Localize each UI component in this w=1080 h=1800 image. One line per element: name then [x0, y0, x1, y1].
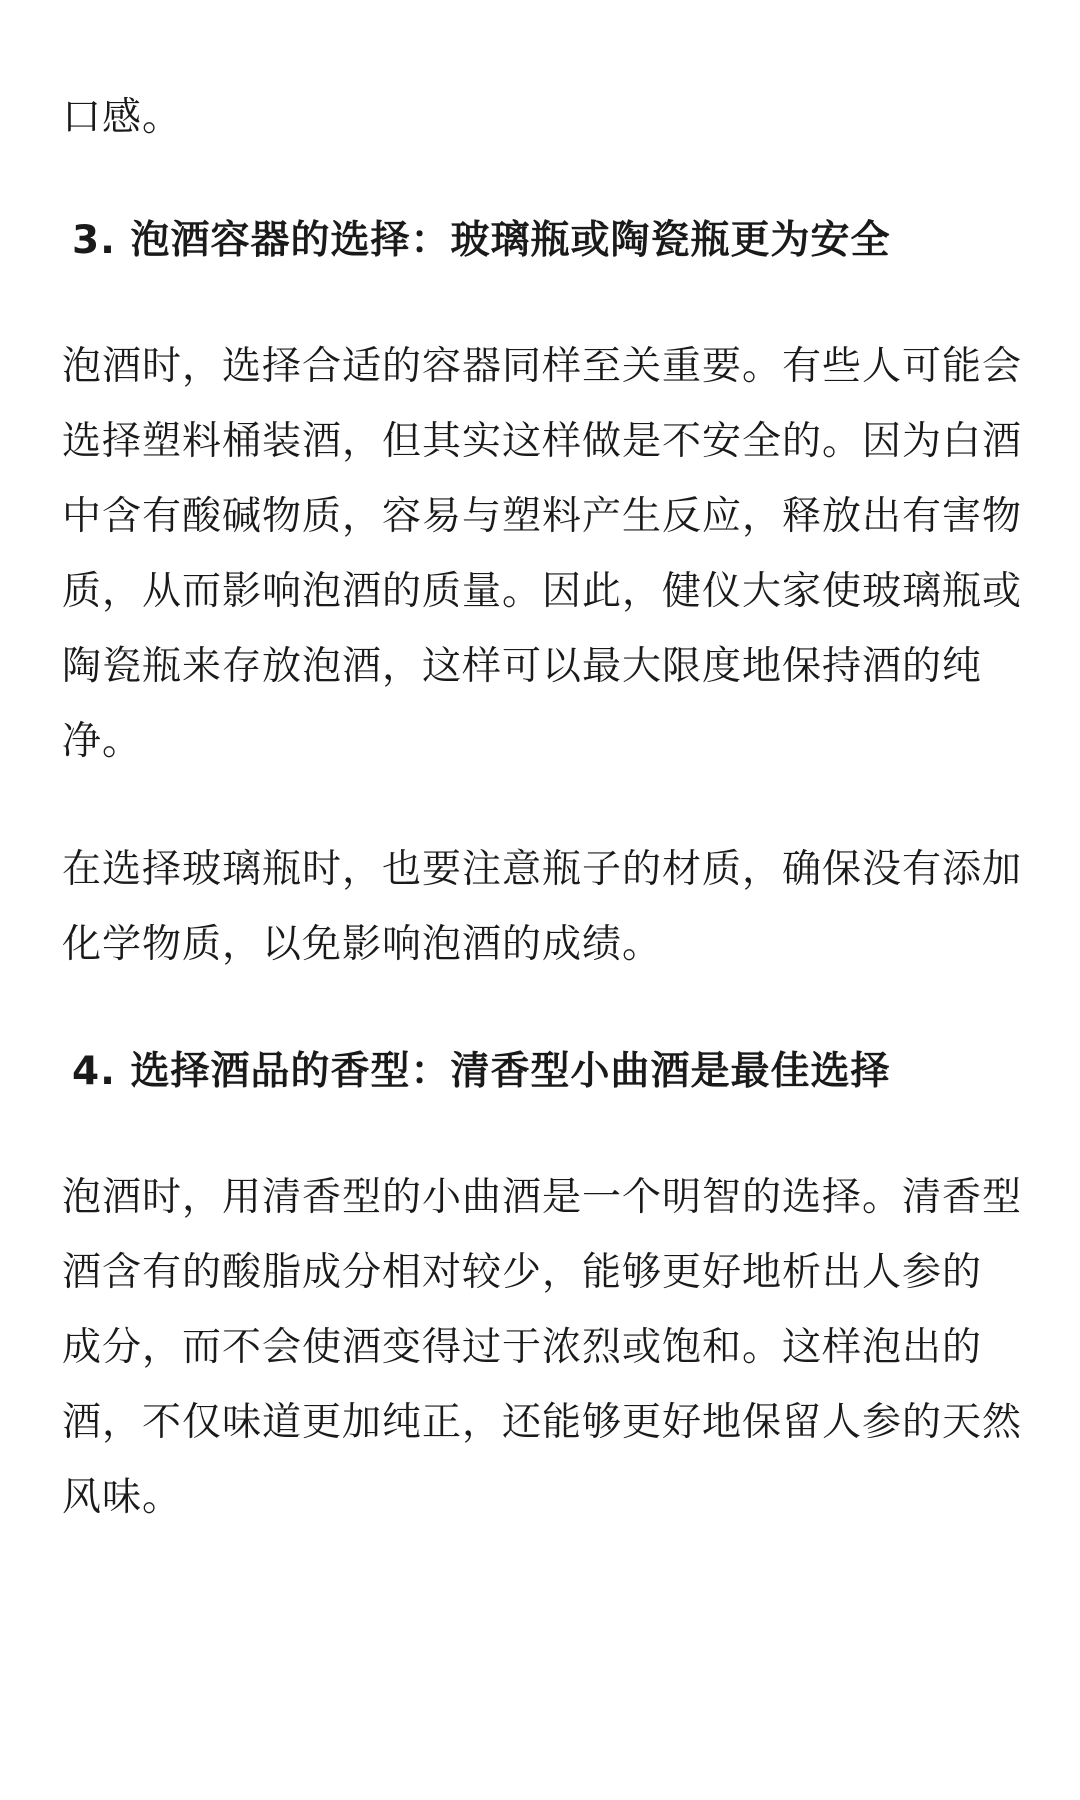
section-3-paragraph-2: 在选择玻璃瓶时，也要注意瓶子的材质，确保没有添加化学物质，以免影响泡酒的成绩。: [62, 847, 1023, 967]
section-4-heading: 4. 选择酒品的香型：清香型小曲酒是最佳选择: [72, 1049, 891, 1094]
paragraph-fragment: 口感。: [62, 95, 183, 140]
section-4-paragraph-1: 泡酒时，用清香型的小曲酒是一个明智的选择。清香型酒含有的酸脂成分相对较少，能够更好地析出人参的 成分，而不会使酒变得过于浓烈或饱和。这样泡出的酒，不仅味道更加纯正，还能够更好地保留人参的天然风味。: [62, 1175, 1023, 1520]
section-3-heading: 3. 泡酒容器的选择：玻璃瓶或陶瓷瓶更为安全: [72, 218, 891, 263]
section-3-paragraph-1: 泡酒时，选择合适的容器同样至关重要。有些人可能会选择塑料桶装酒，但其实这样做是不安全的。因为白酒中含有酸碱物质，容易与塑料产生反应，释放出有害物质，从而影响泡酒的质量。因此，健仪大家使玻璃瓶或陶瓷瓶来存放泡酒，这样可以最大限度地保持酒的纯净。: [62, 344, 1023, 764]
